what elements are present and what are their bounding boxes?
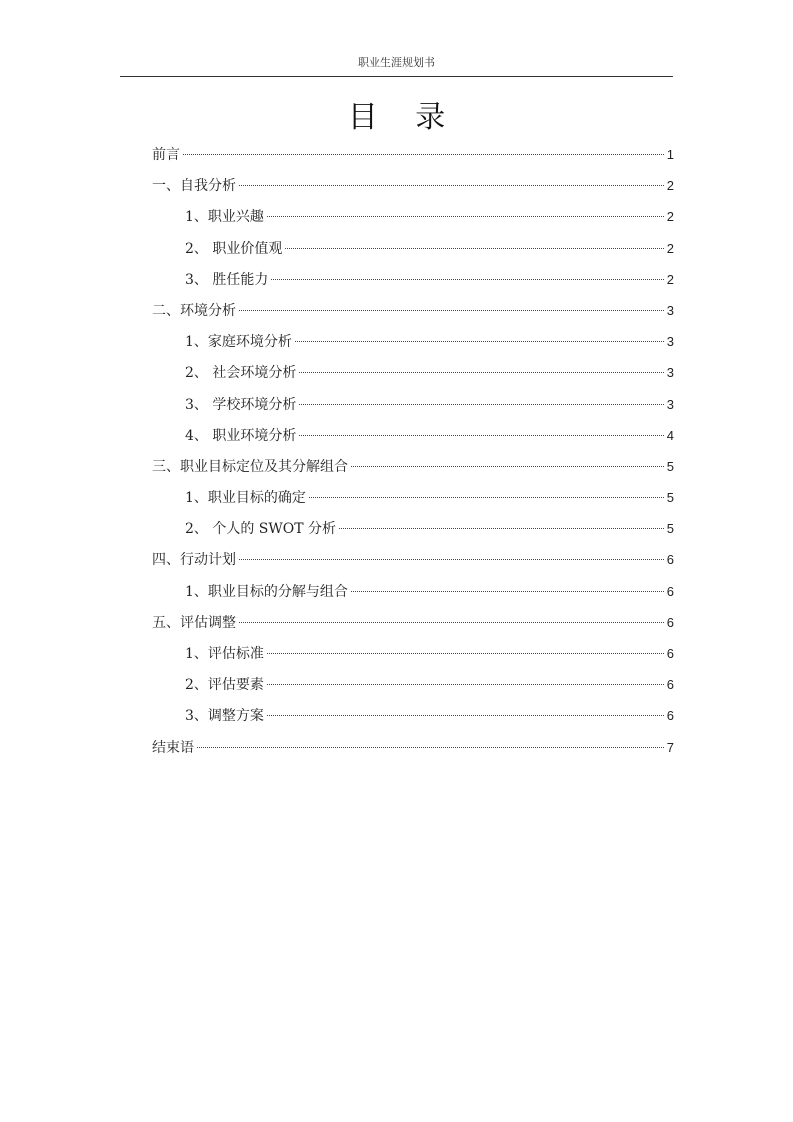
toc-page-number: 6 [666, 677, 674, 693]
dot-leader [239, 185, 664, 186]
toc-entry-text: 2、 社会环境分析 [185, 365, 297, 382]
dot-leader [339, 528, 664, 529]
toc-entry-text: 前言 [152, 147, 180, 163]
toc-entry-text: 2、评估要素 [185, 677, 264, 694]
toc-entry-conclusion[interactable] [152, 735, 674, 766]
dot-leader [351, 591, 664, 592]
page-header [120, 56, 673, 77]
dot-leader [267, 216, 664, 217]
toc-page-number: 2 [666, 178, 674, 194]
dot-leader [267, 715, 664, 716]
toc-entry-competence[interactable] [152, 267, 674, 298]
toc-page-number: 4 [666, 427, 674, 443]
dot-leader [239, 622, 664, 623]
dot-leader [183, 154, 664, 155]
dot-leader [299, 404, 663, 405]
toc-entry-social-environment[interactable] [152, 360, 674, 391]
dot-leader [239, 559, 664, 560]
toc-entry-text: 四、行动计划 [152, 552, 236, 569]
toc-page-number: 3 [666, 396, 674, 412]
dot-leader [299, 435, 663, 436]
toc-entry-family-environment[interactable] [152, 329, 674, 360]
toc-page-number: 6 [666, 552, 674, 568]
dot-leader [309, 497, 664, 498]
toc-entry-text: 1、家庭环境分析 [185, 334, 292, 351]
toc-page-number: 6 [666, 614, 674, 630]
toc-entry-goal-determination[interactable] [152, 485, 674, 516]
dot-leader [299, 372, 663, 373]
toc-page-number: 3 [666, 302, 674, 318]
toc-entry-text: 1、评估标准 [185, 646, 264, 662]
dot-leader [197, 747, 664, 748]
toc-page-number: 6 [666, 583, 674, 599]
toc-page-number: 5 [666, 458, 674, 474]
toc-entry-text: 4、 职业环境分析 [185, 427, 297, 444]
toc-page-number: 6 [666, 708, 674, 724]
toc-entry-text: 一、自我分析 [152, 178, 236, 195]
toc-entry-text: 1、职业目标的分解与组合 [185, 583, 348, 600]
toc-page-number: 2 [666, 240, 674, 256]
toc-entry-action-plan[interactable] [152, 547, 674, 578]
toc-page-number: 5 [666, 521, 674, 537]
toc-title: 目 录 [347, 100, 460, 135]
toc-entry-self-analysis[interactable] [152, 173, 674, 204]
toc-page-number: 5 [666, 490, 674, 506]
dot-leader [295, 341, 664, 342]
dot-leader [271, 279, 663, 280]
dot-leader [285, 248, 663, 249]
toc-entry-text: 3、 学校环境分析 [185, 396, 297, 413]
toc-page-number: 2 [666, 271, 674, 287]
toc-entry-evaluation[interactable] [152, 610, 674, 641]
toc-entry-text: 三、职业目标定位及其分解组合 [152, 458, 348, 475]
toc-entry-text: 3、 胜任能力 [185, 271, 269, 288]
toc-entry-text: 2、 职业价值观 [185, 240, 283, 257]
toc-entry-career-interest[interactable] [152, 204, 674, 235]
toc-page-number: 3 [666, 334, 674, 350]
toc-entry-text: 五、评估调整 [152, 614, 236, 631]
toc-entry-text: 二、环境分析 [152, 302, 236, 319]
dot-leader [267, 684, 664, 685]
toc-entry-text: 结束语 [152, 739, 194, 756]
toc-entry-evaluation-factors[interactable] [152, 672, 674, 703]
toc-entry-career-values[interactable] [152, 236, 674, 267]
dot-leader [351, 466, 664, 467]
toc-page-number: 2 [666, 209, 674, 225]
table-of-contents [152, 142, 674, 766]
toc-entry-swot-analysis[interactable] [152, 516, 674, 547]
toc-page-number: 1 [666, 147, 674, 162]
toc-page-number: 7 [666, 739, 674, 755]
toc-entry-text: 3、调整方案 [185, 708, 264, 725]
toc-entry-goal-decomposition[interactable] [152, 579, 674, 610]
toc-entry-preface[interactable] [152, 142, 674, 173]
dot-leader [267, 653, 664, 654]
toc-page-number: 6 [666, 646, 674, 661]
header-title: 职业生涯规划书 [358, 56, 435, 69]
toc-entry-text: 2、 个人的 SWOT 分析 [185, 521, 337, 538]
toc-entry-evaluation-criteria[interactable] [152, 641, 674, 672]
toc-entry-text: 1、职业目标的确定 [185, 490, 306, 507]
toc-page-number: 3 [666, 365, 674, 381]
dot-leader [239, 310, 664, 311]
toc-entry-career-goal[interactable] [152, 454, 674, 485]
toc-entry-career-environment[interactable] [152, 423, 674, 454]
toc-entry-environment-analysis[interactable] [152, 298, 674, 329]
toc-entry-school-environment[interactable] [152, 392, 674, 423]
toc-entry-text: 1、职业兴趣 [185, 209, 264, 226]
toc-entry-adjustment-plan[interactable] [152, 703, 674, 734]
